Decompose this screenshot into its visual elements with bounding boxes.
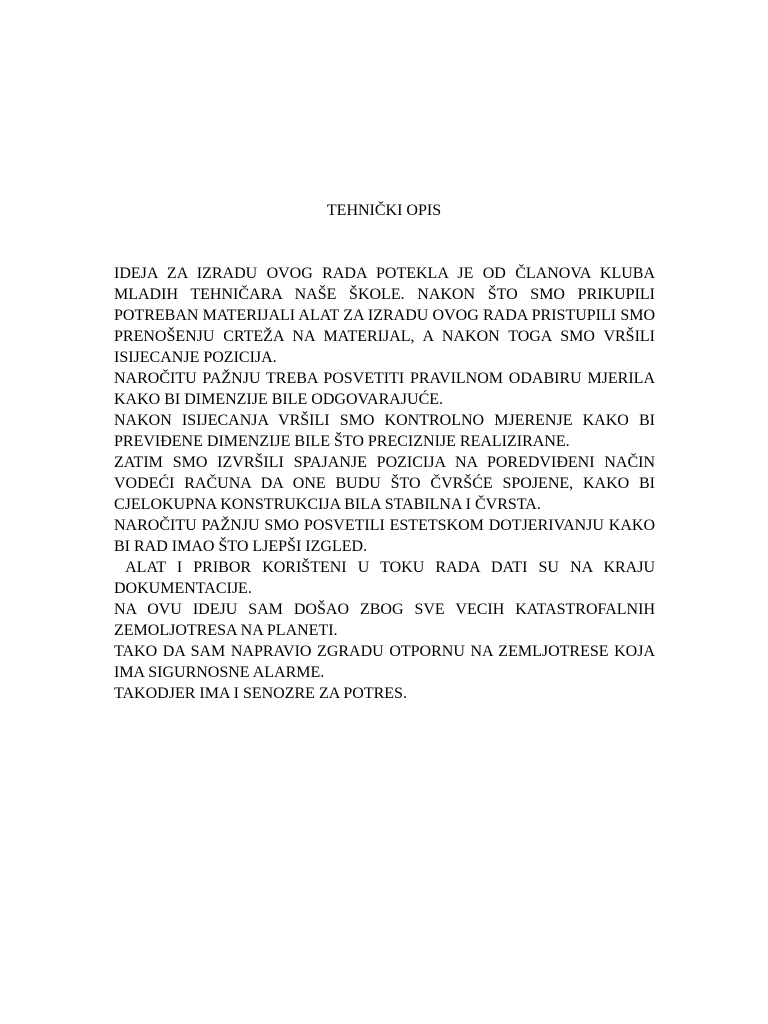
document-body: [114, 263, 660, 704]
paragraph-idea-origin: IDEJA ZA IZRADU OVOG RADA POTEKLA JE OD ČLANOVA KLUBA MLADIH TEHNIČARA NAŠE ŠKOLE. NAKON ŠTO SMO PRIKUPILI POTREBAN MATERIJALI ALAT ZA IZRADU OVOG RADA PRISTUPILI SMO PRENOŠENJU CRTEŽA NA MATERIJAL, A NAKON TOGA SMO VRŠILI ISIJECANJE POZICIJA.: [114, 265, 655, 366]
paragraph-earthquake-motivation: NA OVU IDEJU SAM DOŠAO ZBOG SVE VECIH KATASTROFALNIH ZEMOLJOTRESA NA PLANETI.: [114, 601, 655, 639]
paragraph-sensors: TAKODJER IMA I SENOZRE ZA POTRES.: [114, 685, 407, 702]
paragraph-resistant-building: TAKO DA SAM NAPRAVIO ZGRADU OTPORNU NA ZEMLJOTRESE KOJA IMA SIGURNOSNE ALARME.: [114, 643, 655, 681]
paragraph-scale-selection: NAROČITU PAŽNJU TREBA POSVETITI PRAVILNOM ODABIRU MJERILA KAKO BI DIMENZIJE BILE ODGOVARAJUĆE.: [114, 370, 655, 408]
document-title: TEHNIČKI OPIS: [326, 202, 442, 219]
paragraph-joining-positions: ZATIM SMO IZVRŠILI SPAJANJE POZICIJA NA POREDVIĐENI NAČIN VODEĆI RAČUNA DA ONE BUDU ŠTO ČVRŠĆE SPOJENE, KAKO BI CJELOKUPNA KONSTRUKCIJA BILA STABILNA I ČVRSTA.: [114, 454, 655, 513]
paragraph-control-measuring: NAKON ISIJECANJA VRŠILI SMO KONTROLNO MJERENJE KAKO BI PREVIĐENE DIMENZIJE BILE ŠTO PRECIZNIJE REALIZIRANE.: [114, 412, 655, 450]
paragraph-tools-listed: ALAT I PRIBOR KORIŠTENI U TOKU RADA DATI SU NA KRAJU DOKUMENTACIJE.: [114, 559, 660, 597]
paragraph-aesthetic-finishing: NAROČITU PAŽNJU SMO POSVETILI ESTETSKOM DOTJERIVANJU KAKO BI RAD IMAO ŠTO LJEPŠI IZGLED.: [114, 517, 655, 555]
